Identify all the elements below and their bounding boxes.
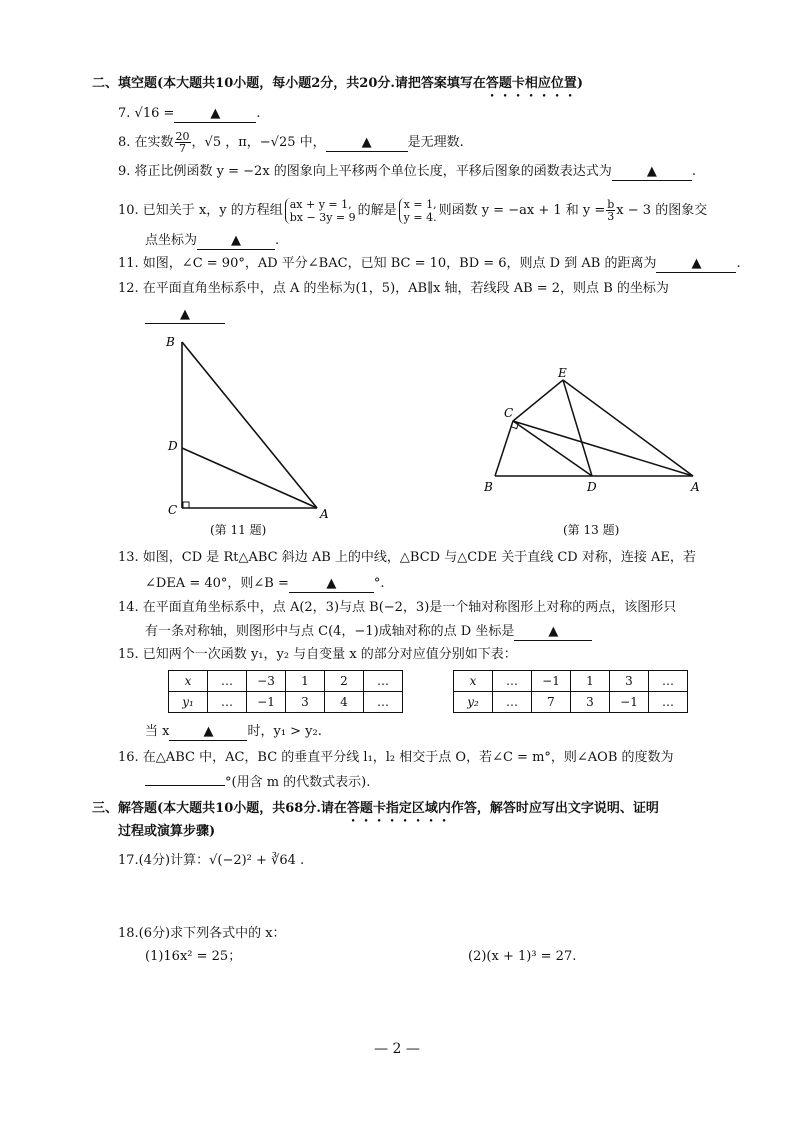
table-y1 <box>168 670 403 713</box>
question-13-line2: ∠DEA = 40°，则∠B = ▲ °. <box>145 576 385 591</box>
section-2-title: 二、填空题(本大题共10小题，每小题2分，共20分.请把答案填写在答题卡相应位置) <box>92 76 584 91</box>
label-a: A <box>691 480 700 494</box>
label-d: D <box>168 439 178 453</box>
label-a: A <box>320 507 329 520</box>
question-17: 17.(4分)计算：√(−2)² + ∛64 . <box>118 853 305 868</box>
question-10: 10. 已知关于 x，y 的方程组 ax + y = 1, bx − 3y = 9 的解是 x = 1, y = 4. 则函数 y = −ax + 1 和 y = $\frac{b}{3}$ x − 3 的图象交 <box>118 197 708 224</box>
answer-blank[interactable] <box>145 785 225 786</box>
question-8: 8. 在实数 $\frac{20}{7}$ ，√5 ，π，−√25 中， ▲ 是无理数. <box>118 130 464 155</box>
equation-system: ax + y = 1, bx − 3y = 9 <box>285 198 356 224</box>
table-row: y₂ … 7 3 −1 … <box>454 692 688 713</box>
figure-13-caption: (第 13 题) <box>563 523 620 537</box>
fraction: $\frac{b}{3}$ <box>607 198 615 223</box>
solution-system: x = 1, y = 4. <box>399 198 437 224</box>
figure-11-caption: (第 11 题) <box>210 523 267 537</box>
answer-blank[interactable]: ▲ <box>326 135 408 152</box>
answer-blank[interactable]: ▲ <box>197 233 275 250</box>
figure-13 <box>480 365 720 495</box>
question-7: 7. √16 = ▲ . <box>118 106 261 121</box>
question-18-part1: (1)16x² = 25； <box>145 949 242 964</box>
question-11: 11. 如图，∠C = 90°，AD 平分∠BAC，已知 BC = 10，BD = 6，则点 D 到 AB 的距离为 ▲ . <box>118 256 741 271</box>
page-number: — 2 — <box>374 1041 420 1057</box>
label-d: D <box>587 480 597 494</box>
table-y2 <box>453 670 688 713</box>
question-18-part2: (2)(x + 1)³ = 27. <box>468 949 577 964</box>
label-b: B <box>166 335 175 349</box>
question-15-answer: 当 x ▲ 时，y₁ > y₂. <box>145 724 322 739</box>
answer-blank[interactable]: ▲ <box>514 624 592 641</box>
question-16-line2: °(用含 m 的代数式表示). <box>145 773 370 793</box>
question-13: 13. 如图，CD 是 Rt△ABC 斜边 AB 上的中线，△BCD 与△CDE 关于直线 CD 对称，连接 AE，若 <box>118 550 696 565</box>
answer-blank[interactable]: ▲ <box>169 724 247 741</box>
question-18: 18.(6分)求下列各式中的 x： <box>118 926 286 941</box>
table-row: x … −1 1 3 … <box>454 671 688 692</box>
answer-blank[interactable]: ▲ <box>612 164 692 181</box>
figure-11 <box>160 330 340 520</box>
table-row: y₁ … −1 3 4 … <box>169 692 403 713</box>
question-12: 12. 在平面直角坐标系中，点 A 的坐标为(1，5)，AB∥x 轴，若线段 AB = 2，则点 B 的坐标为 <box>118 281 669 296</box>
table-row: x … −3 1 2 … <box>169 671 403 692</box>
label-b: B <box>484 480 493 494</box>
question-15: 15. 已知两个一次函数 y₁，y₂ 与自变量 x 的部分对应值分别如下表： <box>118 647 517 662</box>
answer-blank[interactable]: ▲ <box>174 106 256 123</box>
answer-blank[interactable]: ▲ <box>656 256 736 273</box>
fraction: $\frac{20}{7}$ <box>175 130 190 155</box>
label-c: C <box>168 503 178 517</box>
section-3-title: 三、解答题(本大题共10小题，共68分.请在答题卡指定区域内作答，解答时应写出文字说明、证明 <box>92 801 659 816</box>
question-14-line2: 有一条对称轴，则图形中与点 C(4，−1)成轴对称的点 D 坐标是 ▲ <box>145 622 592 642</box>
question-12-line2 <box>145 305 225 325</box>
question-16: 16. 在△ABC 中，AC，BC 的垂直平分线 l₁，l₂ 相交于点 O，若∠C = m°，则∠AOB 的度数为 <box>118 750 674 765</box>
section-3-title-line2: 过程或演算步骤) <box>118 824 216 839</box>
question-9: 9. 将正比例函数 y = −2x 的图象向上平移两个单位长度，平移后图象的函数表达式为 ▲ . <box>118 164 696 179</box>
label-e: E <box>558 366 567 380</box>
answer-blank[interactable]: ▲ <box>289 576 374 593</box>
answer-blank[interactable]: ▲ <box>145 307 225 324</box>
question-14: 14. 在平面直角坐标系中，点 A(2，3)与点 B(−2，3)是一个轴对称图形上对称的两点，该图形只 <box>118 600 677 615</box>
label-c: C <box>504 406 514 420</box>
question-10-line2: 点坐标为 ▲ . <box>145 233 280 248</box>
